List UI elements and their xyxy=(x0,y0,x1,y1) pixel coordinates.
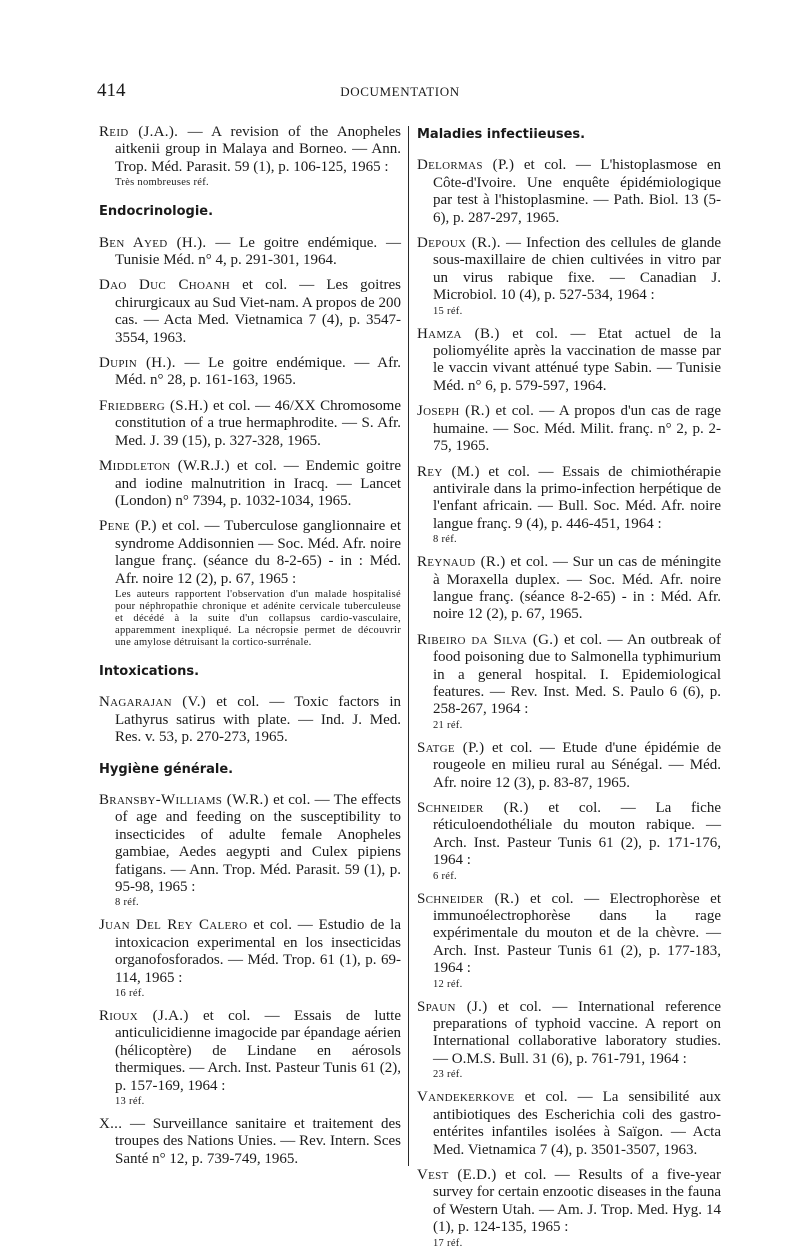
entry-note: 8 réf. xyxy=(433,534,457,546)
entry-author: Joseph (R.) xyxy=(417,403,491,420)
bibliography-entry xyxy=(99,1116,401,1168)
bibliography-entry xyxy=(99,398,401,450)
entry-text: — Infection des cellules de glande sous-maxillaire de chien cultivées in vitro par un virus rabique fixe. — Canadian J. Microbiol. 10 (4), p. 527-534, 1964 : xyxy=(433,235,721,304)
entry-author: Reid (J.A.). xyxy=(99,124,179,140)
bibliography-entry xyxy=(417,1167,721,1237)
entry-author: Spaun (J.) xyxy=(417,998,488,1015)
bibliography-entry xyxy=(99,124,401,176)
bibliography-entry xyxy=(99,458,401,510)
bibliography-entry xyxy=(417,554,721,624)
right-column xyxy=(417,124,721,1258)
bibliography-entry xyxy=(417,464,721,534)
entry-text: et col. — International reference preparations of typhoid vaccine. A report on International collaborative laboratory studies. — O.M.S. Bull. 31 (6), p. 761-791, 1964 : xyxy=(433,998,722,1067)
entry-note: 17 réf. xyxy=(433,1237,463,1249)
entry-note: 15 réf. xyxy=(433,305,463,317)
entry-author: Rey (M.) xyxy=(417,463,480,480)
bibliography-entry xyxy=(417,891,721,978)
entry-text: et col. — Les goitres chirurgicaux au Sud Viet-nam. A propos de 200 cas. — Acta Med. Vietnamica 7 (4), p. 3547-3554, 1963. xyxy=(115,277,401,346)
bibliography-entry xyxy=(99,792,401,896)
entry-text: et col. — Tuberculose ganglionnaire et syndrome Addisonnien — Soc. Méd. Afr. noire langue franç. (séance du 8-2-65) - in : Méd. Afr. noire 12 (2), p. 67, 1965 : xyxy=(115,518,401,587)
entry-text: et col. — Essais de lutte anticulicidienne imagocide par épandage aérien (hélicoptère) de Lindane en aérosols thermiques. — Arch. Inst. Pasteur Tunis 61 (2), p. 157-169, 1964 : xyxy=(115,1008,401,1094)
entry-text: et col. — A propos d'un cas de rage humaine. — Soc. Méd. Milit. franç. n° 2, p. 2-75, 1965. xyxy=(433,403,722,455)
entry-author: Vandekerkove xyxy=(417,1089,515,1106)
entry-note: 12 réf. xyxy=(433,978,463,990)
entry-text: — Le goitre endémique. — Tunisie Méd. n° 4, p. 291-301, 1964. xyxy=(115,234,402,269)
bibliography-entry xyxy=(99,355,401,390)
entry-author: Reynaud (R.) xyxy=(417,554,506,571)
column-divider xyxy=(408,126,409,1166)
entry-note: 13 réf. xyxy=(115,1096,145,1108)
bibliography-entry xyxy=(99,917,401,987)
entry-author: Middleton (W.R.J.) xyxy=(99,458,230,475)
bibliography-entry xyxy=(417,403,721,455)
entry-author: X... xyxy=(99,1116,123,1133)
bibliography-entry xyxy=(417,740,721,792)
bibliography-entry xyxy=(417,800,721,870)
section-heading-endocrinologie: Endocrinologie. xyxy=(99,204,214,220)
entry-author: Depoux (R.). xyxy=(417,235,501,252)
entry-text: et col. — La sensibilité aux antibiotiques des Escherichia coli des gastro-entérites infantiles isolées à Saïgon. — Acta Med. Vietnamica 7 (4), p. 3501-3507, 1963. xyxy=(433,1089,721,1158)
entry-author: Pene (P.) xyxy=(99,518,157,535)
entry-text: et col. — La fiche réticuloendothéliale du mouton rabique. — Arch. Inst. Pasteur Tunis 61 (2), p. 171-176, 1964 : xyxy=(433,800,722,869)
entry-note: 16 réf. xyxy=(115,988,145,1000)
entry-text: — Le goitre endémique. — Afr. Méd. n° 28, p. 161-163, 1965. xyxy=(115,355,401,389)
entry-text: et col. — Toxic factors in Lathyrus satirus with plate. — Ind. J. Med. Res. v. 53, p. 270-273, 1965. xyxy=(115,694,401,746)
page-number: 414 xyxy=(97,80,126,101)
entry-author: Ben Ayed (H.). xyxy=(99,234,207,251)
entry-author: Vest (E.D.) xyxy=(417,1166,497,1183)
page-header xyxy=(97,80,703,104)
entry-note: 8 réf. xyxy=(115,897,139,909)
entry-note: 21 réf. xyxy=(433,719,463,731)
bibliography-entry xyxy=(99,518,401,588)
entry-text: et col. — Etude d'une épidémie de rougeole en milieu rural au Sénégal. — Méd. Afr. noire 12 (3), p. 83-87, 1965. xyxy=(433,739,721,791)
entry-text: et col. — Results of a five-year survey for certain enzootic diseases in the fauna of Western Utah. — Am. J. Trop. Med. Hyg. 14 (1), p. 124-135, 1965 : xyxy=(433,1166,721,1236)
entry-text: et col. — The effects of age and feeding on the susceptibility to insecticides of adulte female Anopheles gambiae, Aedes aegypti and Culex pipiens fatigans. — Ann. Trop. Méd. Parasit. 59 (1), p. 95-98, 1965 : xyxy=(115,791,401,895)
entry-author: Bransby-Williams (W.R.) xyxy=(99,791,269,808)
entry-text: et col. — Endemic goitre and iodine malnutrition in Iracq. — Lancet (London) n° 7394, p. 1032-1034, 1965. xyxy=(115,458,402,509)
bibliography-entry xyxy=(417,632,721,719)
running-head: DOCUMENTATION xyxy=(340,84,460,99)
entry-text: — Surveillance sanitaire et traitement des troupes des Nations Unies. — Rev. Intern. Sces Santé n° 12, p. 739-749, 1965. xyxy=(115,1116,402,1167)
entry-author: Satge (P.) xyxy=(417,739,485,756)
entry-text: et col. — Electrophorèse et immunoélectrophorèse dans la rage expérimentale du mouton et de la chèvre. — Arch. Inst. Pasteur Tunis 61 (2), p. 177-183, 1964 : xyxy=(433,890,721,977)
entry-author: Hamza (B.) xyxy=(417,325,500,342)
entry-author: Juan Del Rey Calero xyxy=(99,917,248,934)
entry-note: Très nombreuses réf. xyxy=(115,177,209,189)
entry-author: Nagarajan (V.) xyxy=(99,694,207,711)
bibliography-entry xyxy=(417,157,721,227)
entry-author: Delormas (P.) xyxy=(417,157,515,174)
entry-text: et col. — 46/XX Chromosome constitution of a true hermaphrodite. — S. Afr. Med. J. 39 (15), p. 327-328, 1965. xyxy=(115,397,402,449)
section-heading-hygiene: Hygiène générale. xyxy=(99,761,234,777)
entry-text: et col. — Etat actuel de la poliomyélite après la vaccination de masse par le vaccin vivant atténué type Sabin. — Tunisie Méd. n° 6, p. 579-597, 1964. xyxy=(433,325,722,394)
entry-author: Ribeiro da Silva (G.) xyxy=(417,631,559,648)
bibliography-entry xyxy=(417,1089,721,1159)
entry-author: Schneider (R.) xyxy=(417,800,529,816)
entry-abstract: Les auteurs rapportent l'observation d'un malade hospitalisé pour néphropathie chronique et adénite cervicale tuberculeuse et décédé à la suite d'un collapsus cardio-vasculaire, apparemment inexpliqué. La nécropsie permet de découvrir une amylose détruisant la cortico-surrénale. xyxy=(115,588,401,648)
entry-note: 23 réf. xyxy=(433,1069,463,1081)
entry-author: Friedberg (S.H.) xyxy=(99,397,209,414)
entry-author: Schneider (R.) xyxy=(417,890,520,907)
bibliography-entry xyxy=(417,235,721,305)
entry-note: 6 réf. xyxy=(433,870,457,882)
bibliography-entry xyxy=(417,999,721,1069)
bibliography-entry xyxy=(417,326,721,396)
entry-author: Dao Duc Choanh xyxy=(99,277,230,294)
entry-text: et col. — Sur un cas de méningite à Moraxella duplex. — Soc. Méd. Afr. noire langue franç. (séance 8-2-65) - in : Méd. Afr. noire 12 (2), p. 67, 1965. xyxy=(433,554,721,623)
entry-text: et col. — L'histoplasmose en Côte-d'Ivoire. Une enquête épidémiologique par test à l'histoplasmine. — Path. Biol. 13 (5-6), p. 287-297, 1965. xyxy=(433,157,722,226)
entry-author: Dupin (H.). xyxy=(99,355,176,372)
entry-text: et col. — An outbreak of food poisoning due to Salmonella typhimurium in a general hospital. I. Epidemiological features. — Rev. Inst. Med. S. Paulo 6 (6), p. 258-267, 1964 : xyxy=(433,631,721,718)
entry-text: — A revision of the Anopheles aitkenii group in Malaya and Borneo. — Ann. Trop. Méd. Parasit. 59 (1), p. 106-125, 1965 : xyxy=(115,124,401,175)
bibliography-entry xyxy=(99,694,401,746)
section-heading-intoxications: Intoxications. xyxy=(99,663,200,679)
left-column xyxy=(99,124,401,1176)
bibliography-entry xyxy=(99,1008,401,1095)
entry-text: et col. — Estudio de la intoxicacion experimental en los insecticidas organofosforados. — Méd. Trop. 61 (1), p. 69-114, 1965 : xyxy=(115,917,402,986)
section-heading-maladies-infectieuses: Maladies infectiieuses. xyxy=(417,127,586,142)
bibliography-entry xyxy=(99,235,401,270)
entry-text: et col. — Essais de chimiothérapie antivirale dans la primo-infection herpétique de l'enfant africain. — Bull. Soc. Méd. Afr. noire langue franç. 9 (4), p. 446-451, 1964 : xyxy=(433,463,721,532)
bibliography-entry xyxy=(99,277,401,347)
entry-author: Rioux (J.A.) xyxy=(99,1008,189,1025)
